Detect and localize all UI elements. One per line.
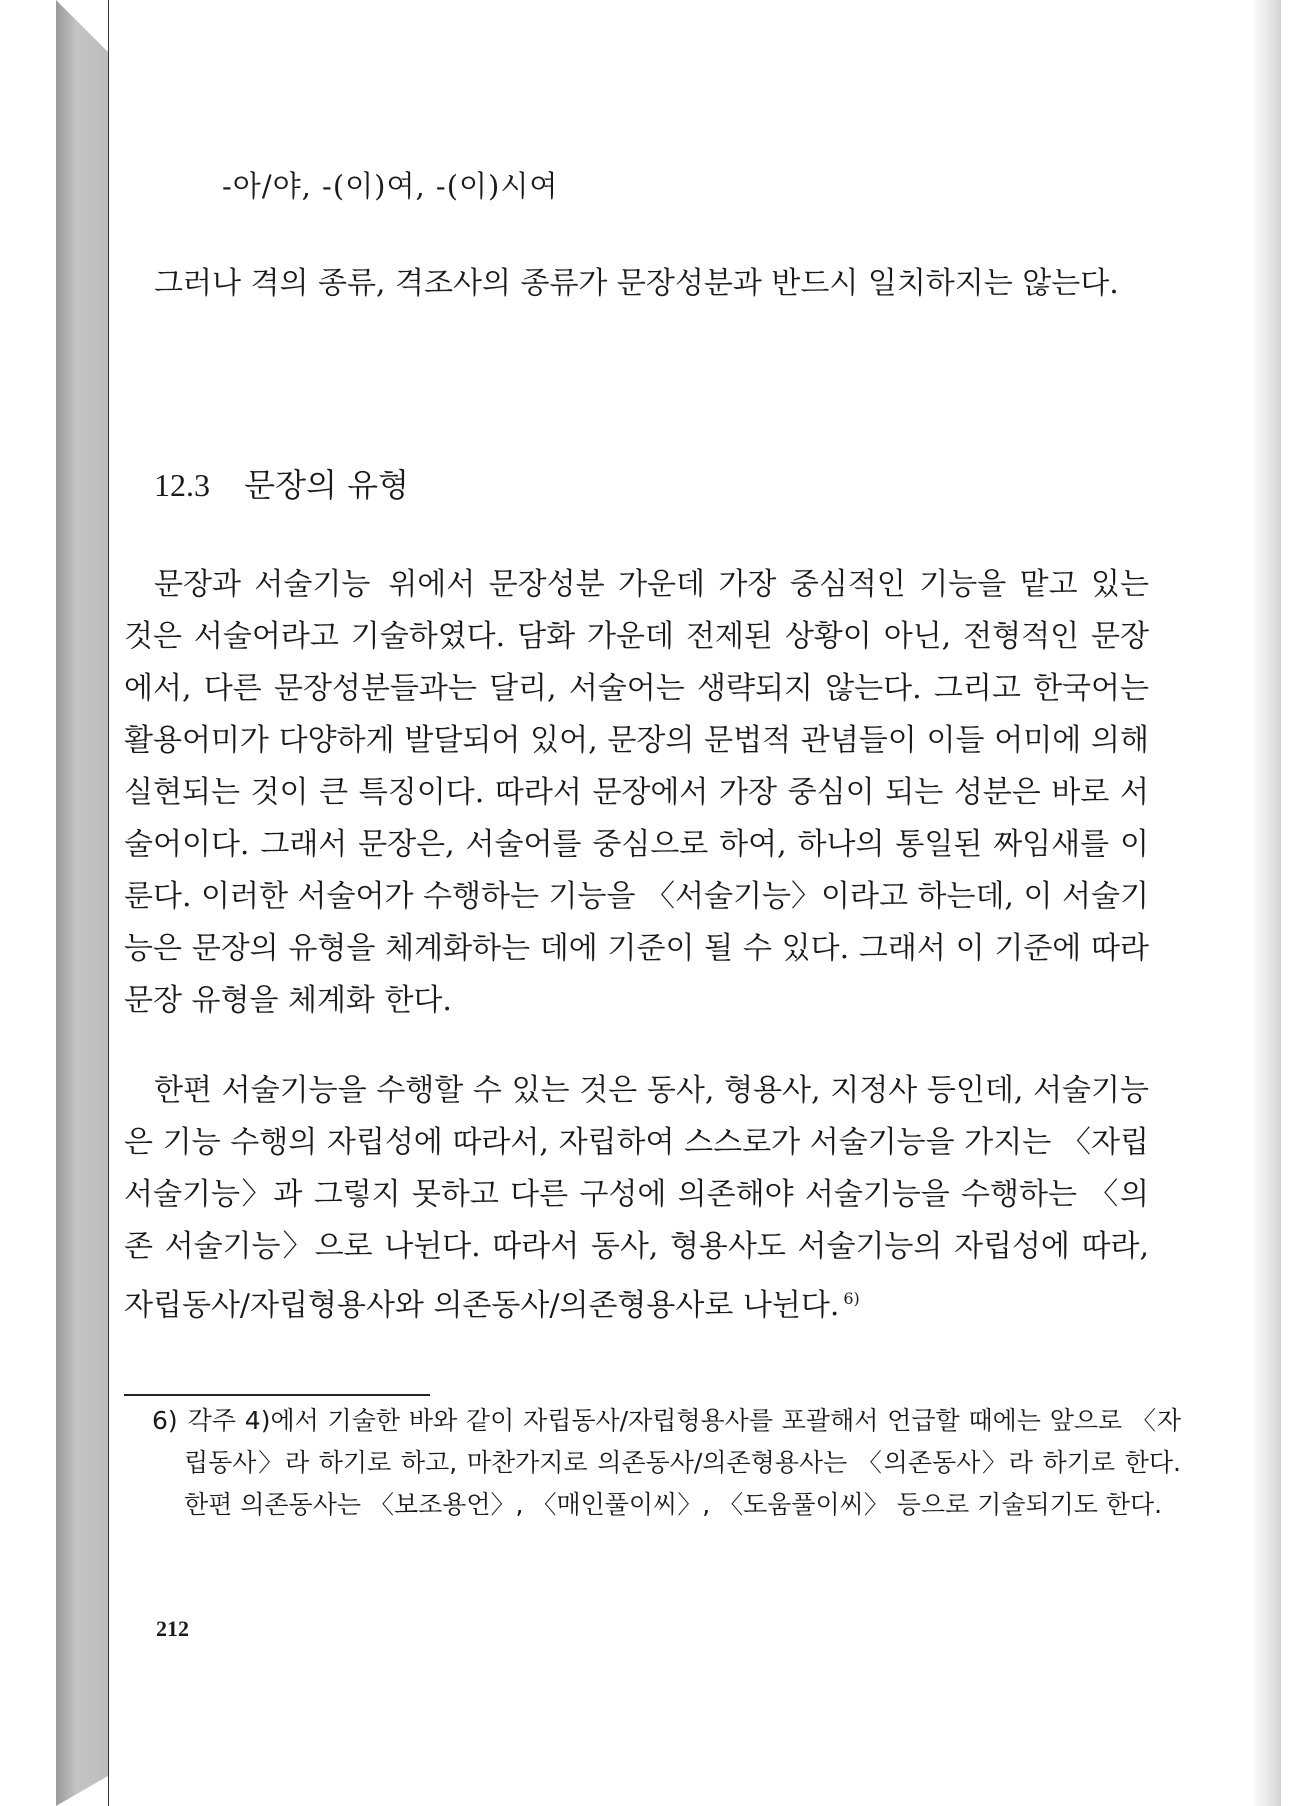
book-edge-top-corner [56,0,108,52]
footnote-reference[interactable]: 6) [843,1289,860,1308]
section-number: 12.3 [154,467,210,503]
page-number: 212 [156,1616,189,1641]
book-edge-bottom-corner [56,1776,108,1806]
paragraph-lead-term: 문장과 서술기능 [154,567,371,602]
page-curl-shadow [1251,0,1281,1806]
book-spine-edge [56,0,108,1806]
paragraph-case-note: 그러나 격의 종류, 격조사의 종류가 문장성분과 반드시 일치하지는 않는다. [154,266,1119,301]
paragraph-body: 위에서 문장성분 가운데 가장 중심적인 기능을 맡고 있는 것은 서술어라고 기술하였다. 담화 가운데 전제된 상황이 아닌, 전형적인 문장에서, 다른 문장성분들과는 달리, 서술어는 생략되지 않는다. 그리고 한국어는 활용어미가 다양하게 발달되어 있어, 문장의 문법적 관념들이 이들 어미에 의해 실현되는 것이 큰 특징이다. 따라서 문장에서 가장 중심이 되는 성분은 바로 서술어이다. 그래서 문장은, 서술어를 중심으로 하여, 하나의 통일된 짜임새를 이룬다. 이러한 서술어가 수행하는 기능을 〈서술기능〉이라고 하는데, 이 서술기능은 문장의 유형을 체계화하는 데에 기준이 될 수 있다. 그래서 이 기준에 따라 문장 유형을 체계화 한다. [124,567,1149,1018]
footnote-divider [124,1394,430,1396]
footnote-text: 각주 4)에서 기술한 바와 같이 자립동사/자립형용사를 포괄해서 언급할 때에는 앞으로 〈자립동사〉라 하기로 하고, 마찬가지로 의존동사/의존형용사는 〈의존동사〉라 하기로 한다. 한편 의존동사는 〈보조용언〉, 〈매인풀이씨〉, 〈도움풀이씨〉 등으로 기술되기도 한다. [184,1406,1181,1519]
footnote-label: 6) [152,1406,178,1435]
paragraph-predicate-function [124,559,1149,1027]
ending-formula: -아/야, -(이)여, -(이)시여 [222,169,559,203]
footnote [152,1400,1181,1526]
paragraph-independence [124,1065,1149,1332]
paragraph-body: 한편 서술기능을 수행할 수 있는 것은 동사, 형용사, 지정사 등인데, 서술기능은 기능 수행의 자립성에 따라서, 자립하여 스스로가 서술기능을 가지는 〈자립 서술기능〉과 그렇지 못하고 다른 구성에 의존해야 서술기능을 수행하는 〈의존 서술기능〉으로 나뉜다. 따라서 동사, 형용사도 서술기능의 자립성에 따라, 자립동사/자립형용사와 의존동사/의존형용사로 나뉜다. [124,1073,1149,1323]
section-title: 문장의 유형 [244,466,409,504]
section-heading [154,460,409,506]
